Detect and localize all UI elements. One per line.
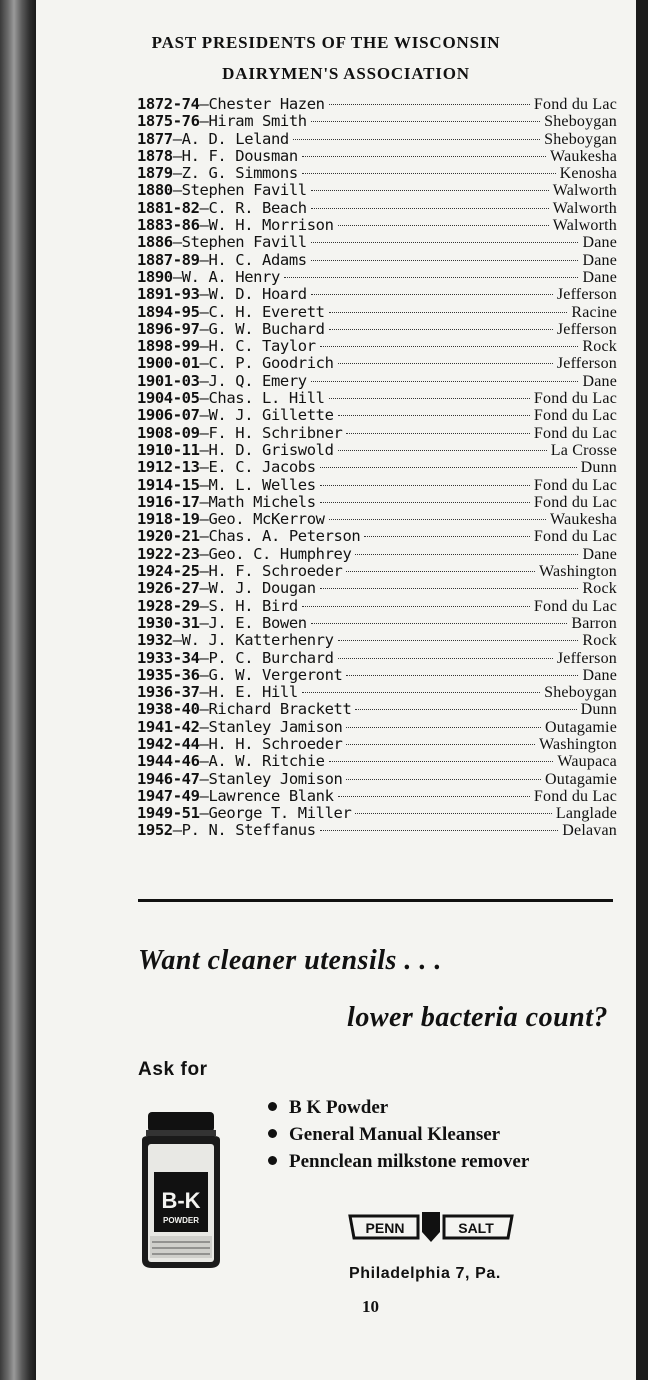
president-row — [137, 131, 617, 148]
president-row — [137, 425, 617, 442]
president-row — [137, 407, 617, 424]
president-name: —P. N. Steffanus — [172, 821, 316, 840]
president-years: 1928-29 — [137, 596, 200, 615]
ad-headline-1: Want cleaner utensils . . . — [138, 945, 442, 976]
president-name: —W. H. Morrison — [199, 216, 334, 235]
president-name: —Hiram Smith — [199, 112, 307, 131]
president-place: Dane — [582, 251, 617, 269]
product-item: Pennclean milkstone remover — [268, 1148, 529, 1175]
leader-dots — [302, 692, 540, 693]
president-row — [137, 822, 617, 839]
president-name: —C. P. Goodrich — [199, 354, 334, 373]
president-years: 1875-76 — [137, 112, 200, 131]
leader-dots — [320, 830, 559, 831]
president-years: 1872-74 — [137, 95, 200, 113]
svg-text:B-K: B-K — [161, 1188, 201, 1213]
president-row — [137, 563, 617, 580]
president-place: Dane — [582, 268, 617, 286]
president-row — [137, 113, 617, 130]
leader-dots — [311, 260, 579, 261]
leader-dots — [284, 277, 579, 278]
president-place: Fond du Lac — [533, 424, 617, 442]
leader-dots — [311, 121, 540, 122]
president-name: —P. C. Burchard — [199, 648, 334, 667]
president-years: 1942-44 — [137, 734, 200, 753]
president-row — [137, 338, 617, 355]
president-years: 1914-15 — [137, 475, 200, 494]
president-place: Fond du Lac — [533, 407, 617, 425]
president-name: —H. C. Adams — [199, 250, 307, 269]
president-place: Dane — [582, 666, 617, 684]
president-row — [137, 546, 617, 563]
president-years: 1930-31 — [137, 613, 200, 632]
president-years: 1938-40 — [137, 700, 200, 719]
president-row — [137, 632, 617, 649]
president-place: Dane — [582, 372, 617, 390]
president-row — [137, 355, 617, 372]
leader-dots — [338, 225, 549, 226]
president-row — [137, 148, 617, 165]
president-years: 1926-27 — [137, 579, 200, 598]
leader-dots — [329, 312, 568, 313]
president-row — [137, 165, 617, 182]
leader-dots — [355, 709, 576, 710]
page-edge — [636, 0, 648, 1380]
leader-dots — [346, 433, 529, 434]
president-name: —W. J. Dougan — [199, 579, 316, 598]
president-years: 1916-17 — [137, 492, 200, 511]
leader-dots — [346, 744, 535, 745]
president-years: 1936-37 — [137, 683, 200, 702]
president-row — [137, 719, 617, 736]
president-row — [137, 650, 617, 667]
president-place: Jefferson — [556, 649, 617, 667]
president-name: —W. J. Gillette — [199, 406, 334, 425]
president-years: 1904-05 — [137, 389, 200, 408]
president-row — [137, 753, 617, 770]
president-years: 1881-82 — [137, 198, 200, 217]
president-name: —M. L. Welles — [199, 475, 316, 494]
president-place: Kenosha — [559, 165, 617, 183]
president-name: —Chas. A. Peterson — [199, 527, 361, 546]
president-row — [137, 321, 617, 338]
product-list — [268, 1094, 529, 1175]
president-place: Fond du Lac — [533, 96, 617, 113]
president-years: 1924-25 — [137, 562, 200, 581]
president-place: Fond du Lac — [533, 787, 617, 805]
president-row — [137, 442, 617, 459]
president-years: 1890 — [137, 267, 173, 286]
president-row — [137, 736, 617, 753]
ad-ask-for: Ask for — [138, 1059, 208, 1080]
president-row — [137, 304, 617, 321]
president-place: Fond du Lac — [533, 476, 617, 494]
president-row — [137, 182, 617, 199]
president-place: Washington — [538, 563, 617, 581]
president-years: 1901-03 — [137, 371, 200, 390]
president-years: 1932 — [137, 631, 173, 650]
president-name: —Chester Hazen — [199, 95, 325, 113]
president-place: La Crosse — [550, 441, 617, 459]
product-item: General Manual Kleanser — [268, 1121, 529, 1148]
president-place: Jefferson — [556, 320, 617, 338]
president-row — [137, 217, 617, 234]
president-place: Delavan — [562, 822, 617, 840]
president-row — [137, 200, 617, 217]
president-row — [137, 234, 617, 251]
leader-dots — [329, 761, 554, 762]
president-place: Jefferson — [556, 355, 617, 373]
president-name: —S. H. Bird — [199, 596, 298, 615]
president-row — [137, 477, 617, 494]
president-name: —J. Q. Emery — [199, 371, 307, 390]
president-name: —Richard Brackett — [199, 700, 352, 719]
president-name: —H. D. Griswold — [199, 440, 334, 459]
president-place: Washington — [538, 735, 617, 753]
leader-dots — [311, 294, 553, 295]
president-name: —J. E. Bowen — [199, 613, 307, 632]
page-number: 10 — [362, 1297, 379, 1316]
section-divider — [138, 899, 613, 902]
bullet-icon — [268, 1102, 277, 1111]
president-years: 1883-86 — [137, 216, 200, 235]
leader-dots — [329, 398, 530, 399]
president-row — [137, 805, 617, 822]
leader-dots — [329, 519, 546, 520]
president-years: 1880 — [137, 181, 173, 200]
president-row — [137, 269, 617, 286]
president-place: Barron — [571, 614, 617, 632]
president-years: 1886 — [137, 233, 173, 252]
president-years: 1922-23 — [137, 544, 200, 563]
president-name: —G. W. Buchard — [199, 319, 325, 338]
leader-dots — [320, 467, 577, 468]
president-years: 1944-46 — [137, 752, 200, 771]
president-row — [137, 252, 617, 269]
president-name: —F. H. Schribner — [199, 423, 343, 442]
president-row — [137, 771, 617, 788]
president-name: —Lawrence Blank — [199, 786, 334, 805]
president-name: —Stanley Jomison — [199, 769, 343, 788]
president-years: 1877 — [137, 129, 173, 148]
president-name: —Chas. L. Hill — [199, 389, 325, 408]
president-row — [137, 615, 617, 632]
leader-dots — [311, 190, 549, 191]
president-place: Jefferson — [556, 286, 617, 304]
president-name: —G. W. Vergeront — [199, 665, 343, 684]
president-name: —H. C. Taylor — [199, 337, 316, 356]
svg-text:PENN: PENN — [365, 1220, 405, 1236]
president-place: Racine — [571, 303, 617, 321]
president-years: 1878 — [137, 146, 173, 165]
president-row — [137, 286, 617, 303]
president-years: 1910-11 — [137, 440, 200, 459]
president-place: Fond du Lac — [533, 528, 617, 546]
president-years: 1879 — [137, 164, 173, 183]
president-row — [137, 788, 617, 805]
leader-dots — [320, 588, 579, 589]
president-years: 1912-13 — [137, 458, 200, 477]
president-years: 1887-89 — [137, 250, 200, 269]
president-name: —Stanley Jamison — [199, 717, 343, 736]
president-place: Sheboygan — [544, 130, 617, 148]
president-place: Fond du Lac — [533, 493, 617, 511]
leader-dots — [364, 536, 530, 537]
president-row — [137, 511, 617, 528]
president-place: Outagamie — [545, 718, 617, 736]
president-place: Fond du Lac — [533, 597, 617, 615]
product-item: B K Powder — [268, 1094, 529, 1121]
leader-dots — [311, 623, 568, 624]
president-place: Sheboygan — [544, 684, 617, 702]
president-row — [137, 598, 617, 615]
leader-dots — [355, 554, 578, 555]
president-years: 1947-49 — [137, 786, 200, 805]
president-name: —E. C. Jacobs — [199, 458, 316, 477]
book-binding — [0, 0, 36, 1380]
leader-dots — [293, 139, 540, 140]
president-place: Waukesha — [550, 147, 617, 165]
president-place: Dane — [582, 234, 617, 252]
presidents-list — [137, 96, 617, 840]
president-name: —A. D. Leland — [172, 129, 289, 148]
president-name: —C. R. Beach — [199, 198, 307, 217]
president-row — [137, 701, 617, 718]
president-place: Dunn — [580, 701, 617, 719]
president-place: Sheboygan — [544, 113, 617, 131]
president-years: 1918-19 — [137, 510, 200, 529]
president-row — [137, 494, 617, 511]
president-place: Outagamie — [545, 770, 617, 788]
president-name: —H. F. Schroeder — [199, 562, 343, 581]
president-row — [137, 684, 617, 701]
president-years: 1900-01 — [137, 354, 200, 373]
president-years: 1920-21 — [137, 527, 200, 546]
page-title-line2: DAIRYMEN'S ASSOCIATION — [222, 64, 470, 83]
president-name: —H. F. Dousman — [172, 146, 298, 165]
president-place: Walworth — [552, 199, 617, 217]
leader-dots — [320, 502, 530, 503]
leader-dots — [338, 658, 553, 659]
president-name: —H. E. Hill — [199, 683, 298, 702]
president-name: —Z. G. Simmons — [172, 164, 298, 183]
leader-dots — [338, 796, 530, 797]
president-row — [137, 373, 617, 390]
president-name: —C. H. Everett — [199, 302, 325, 321]
president-row — [137, 96, 617, 113]
president-years: 1946-47 — [137, 769, 200, 788]
president-name: —Geo. McKerrow — [199, 510, 325, 529]
president-place: Waukesha — [550, 511, 617, 529]
president-years: 1933-34 — [137, 648, 200, 667]
president-place: Dane — [582, 545, 617, 563]
company-city: Philadelphia 7, Pa. — [349, 1265, 501, 1282]
president-name: —H. H. Schroeder — [199, 734, 343, 753]
leader-dots — [311, 381, 579, 382]
president-row — [137, 580, 617, 597]
president-place: Rock — [582, 338, 617, 356]
leader-dots — [302, 606, 530, 607]
president-place: Walworth — [552, 182, 617, 200]
leader-dots — [338, 415, 530, 416]
leader-dots — [311, 208, 549, 209]
svg-text:POWDER: POWDER — [163, 1216, 199, 1225]
leader-dots — [329, 329, 553, 330]
president-row — [137, 528, 617, 545]
president-years: 1906-07 — [137, 406, 200, 425]
president-name: —W. A. Henry — [172, 267, 280, 286]
bullet-icon — [268, 1156, 277, 1165]
leader-dots — [346, 571, 535, 572]
leader-dots — [338, 640, 579, 641]
president-row — [137, 667, 617, 684]
president-place: Rock — [582, 580, 617, 598]
president-years: 1941-42 — [137, 717, 200, 736]
president-years: 1891-93 — [137, 285, 200, 304]
page-title-line1: PAST PRESIDENTS OF THE WISCONSIN — [151, 33, 501, 52]
president-name: —W. J. Katterhenry — [172, 631, 334, 650]
leader-dots — [311, 242, 579, 243]
president-place: Fond du Lac — [533, 390, 617, 408]
president-years: 1896-97 — [137, 319, 200, 338]
leader-dots — [355, 813, 551, 814]
president-years: 1949-51 — [137, 804, 200, 823]
leader-dots — [302, 156, 546, 157]
leader-dots — [329, 104, 530, 105]
leader-dots — [346, 675, 578, 676]
document-page — [36, 0, 636, 1380]
president-place: Dunn — [580, 459, 617, 477]
president-years: 1898-99 — [137, 337, 200, 356]
president-name: —Geo. C. Humphrey — [199, 544, 352, 563]
president-place: Walworth — [552, 217, 617, 235]
leader-dots — [338, 363, 553, 364]
president-years: 1894-95 — [137, 302, 200, 321]
leader-dots — [346, 727, 541, 728]
leader-dots — [346, 779, 541, 780]
bullet-icon — [268, 1129, 277, 1138]
president-years: 1935-36 — [137, 665, 200, 684]
president-years: 1908-09 — [137, 423, 200, 442]
president-years: 1952 — [137, 821, 173, 840]
president-name: —Math Michels — [199, 492, 316, 511]
president-name: —W. D. Hoard — [199, 285, 307, 304]
president-row — [137, 390, 617, 407]
president-row — [137, 459, 617, 476]
leader-dots — [320, 346, 579, 347]
president-place: Langlade — [555, 805, 617, 823]
president-name: —A. W. Ritchie — [199, 752, 325, 771]
leader-dots — [338, 450, 547, 451]
svg-text:SALT: SALT — [458, 1220, 494, 1236]
pennsalt-logo — [348, 1210, 514, 1244]
president-name: —George T. Miller — [199, 804, 352, 823]
president-place: Rock — [582, 632, 617, 650]
leader-dots — [302, 173, 556, 174]
president-name: —Stephen Favill — [172, 233, 307, 252]
leader-dots — [320, 485, 530, 486]
ad-headline-2: lower bacteria count? — [347, 1002, 608, 1033]
powder-jar-icon — [136, 1110, 226, 1270]
president-name: —Stephen Favill — [172, 181, 307, 200]
president-place: Waupaca — [557, 753, 617, 771]
